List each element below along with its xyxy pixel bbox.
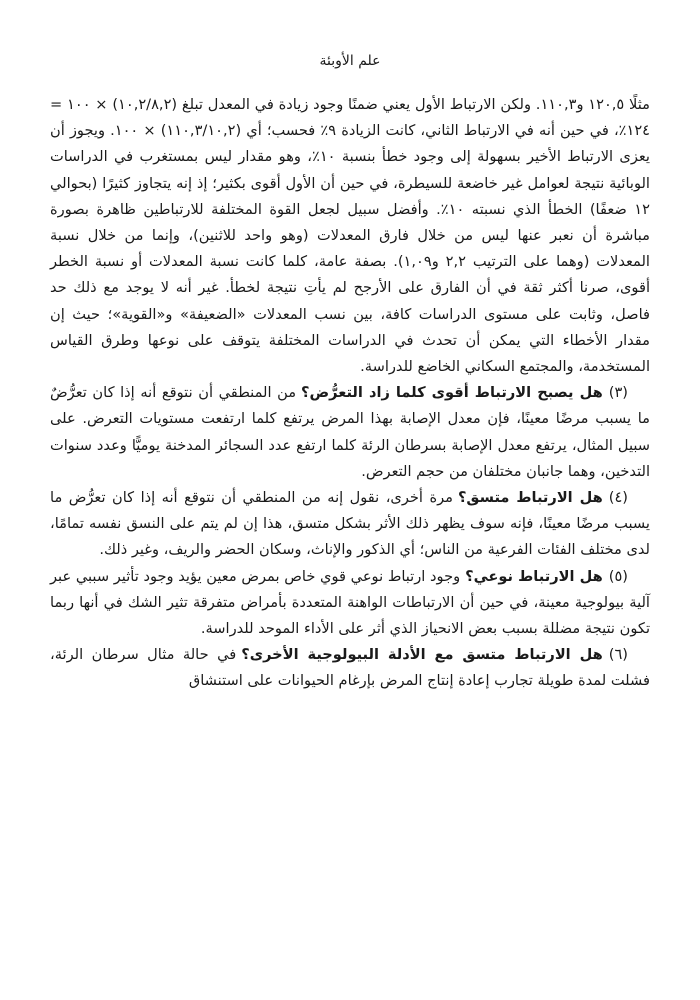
section-text: وجود ارتباط نوعي قوي خاص بمرض معين يؤيد وجود تأثير سببي عبر آلية بيولوجية معينة، في حين أن الارتباطات الواهنة المتعددة بأمراض متفرقة تثير الشك في أنها ربما تكون نتيجة مضللة بسبب بعض الانحياز الذي أثر على الأداء الموحد للدراسة. [50,567,650,638]
section-5-paragraph [50,564,650,643]
intro-paragraph: مثلًا ١٢٠,٥ و١١٠,٣. ولكن الارتباط الأول يعني ضمنًا وجود زيادة في المعدل تبلغ (١٠,٢/٨,٢) × ١٠٠ = ١٢٤٪، في حين أنه في الارتباط الثاني، كانت الزيادة ٩٪ فحسب؛ أي (١١٠,٣/١٠,٢) × ١٠٠. ويجوز أن يعزى الارتباط الأخير بسهولة إلى وجود خطأ بنسبة ١٠٪، وهو مقدار ليس بمستغرب في الدراسات الوبائية نتيجة لعوامل غير خاضعة للسيطرة، في حين أن الأول أقوى بكثير؛ إذ إنه يتجاوز كثيرًا (بحوالي ١٢ ضعفًا) الخطأ الذي نسبته ١٠٪. وأفضل سبيل لجعل القوة المختلفة للارتباطين ظاهرة بصورة مباشرة أن نعبر عنها ليس من خلال فارق المعدلات (وهو واحد للاثنين)، وإنما من خلال نسبة المعدلات (وهما على الترتيب ٢,٢ و١,٠٩). بصفة عامة، كلما كانت نسبة المعدلات أو نسبة الخطر أقوى، صرنا أكثر ثقة في أن الفارق على الأرجح لم يأتِ نتيجة لخطأ. غير أنه لا يوجد مع ذلك حد فاصل، وثابت على مستوى الدراسات كافة، بين نسب المعدلات «الضعيفة» و«القوية»؛ حيث إن مقدار الأخطاء التي يمكن أن تحدث في الدراسات المختلفة يتوقف على نوعها وطرق القياس المستخدمة، والمجتمع السكاني الخاضع للدراسة. [50,96,651,376]
section-6-paragraph [50,642,650,694]
section-text: من المنطقي أن نتوقع أنه إذا كان تعرُّضٌ ما يسبب مرضًا معينًا، فإن معدل الإصابة بهذا المرض يرتفع كلما ارتفعت مستويات التعرض. على سبيل المثال، يرتفع معدل الإصابة بسرطان الرئة كلما ارتفع عدد السجائر المدخنة يوميًّا وعدد سنوات التدخين، وهما جانبان مختلفان من حجم التعرض. [50,384,650,480]
section-number: (٣) [608,384,628,402]
section-question: هل الارتباط متسق؟ [457,489,603,507]
section-number: (٤) [608,489,628,507]
section-text: مرة أخرى، نقول إنه من المنطقي أن نتوقع أنه إذا كان تعرُّض ما يسبب مرضًا معينًا، فإنه سوف يظهر ذلك الأثر بشكل متسق، هذا إن لم يتم على النسق نفسه تمامًا، لدى مختلف الفئات الفرعية من الناس؛ أي الذكور والإناث، وسكان الحضر والريف، وغير ذلك. [50,489,650,559]
section-question: هل يصبح الارتباط أقوى كلما زاد التعرُّض؟ [301,384,603,402]
section-number: (٥) [608,567,628,585]
body-text [50,92,650,695]
section-text: في حالة مثال سرطان الرئة، فشلت لمدة طويلة تجارب إعادة إنتاج المرض بإرغام الحيوانات على استنشاق [50,646,650,690]
section-4-paragraph [50,485,650,564]
section-3-paragraph [50,380,650,485]
section-number: (٦) [608,646,628,664]
section-question: هل الارتباط نوعي؟ [465,567,603,585]
running-header: علم الأوبئة [319,53,381,69]
section-question: هل الارتباط متسق مع الأدلة البيولوجية الأخرى؟ [241,646,603,664]
